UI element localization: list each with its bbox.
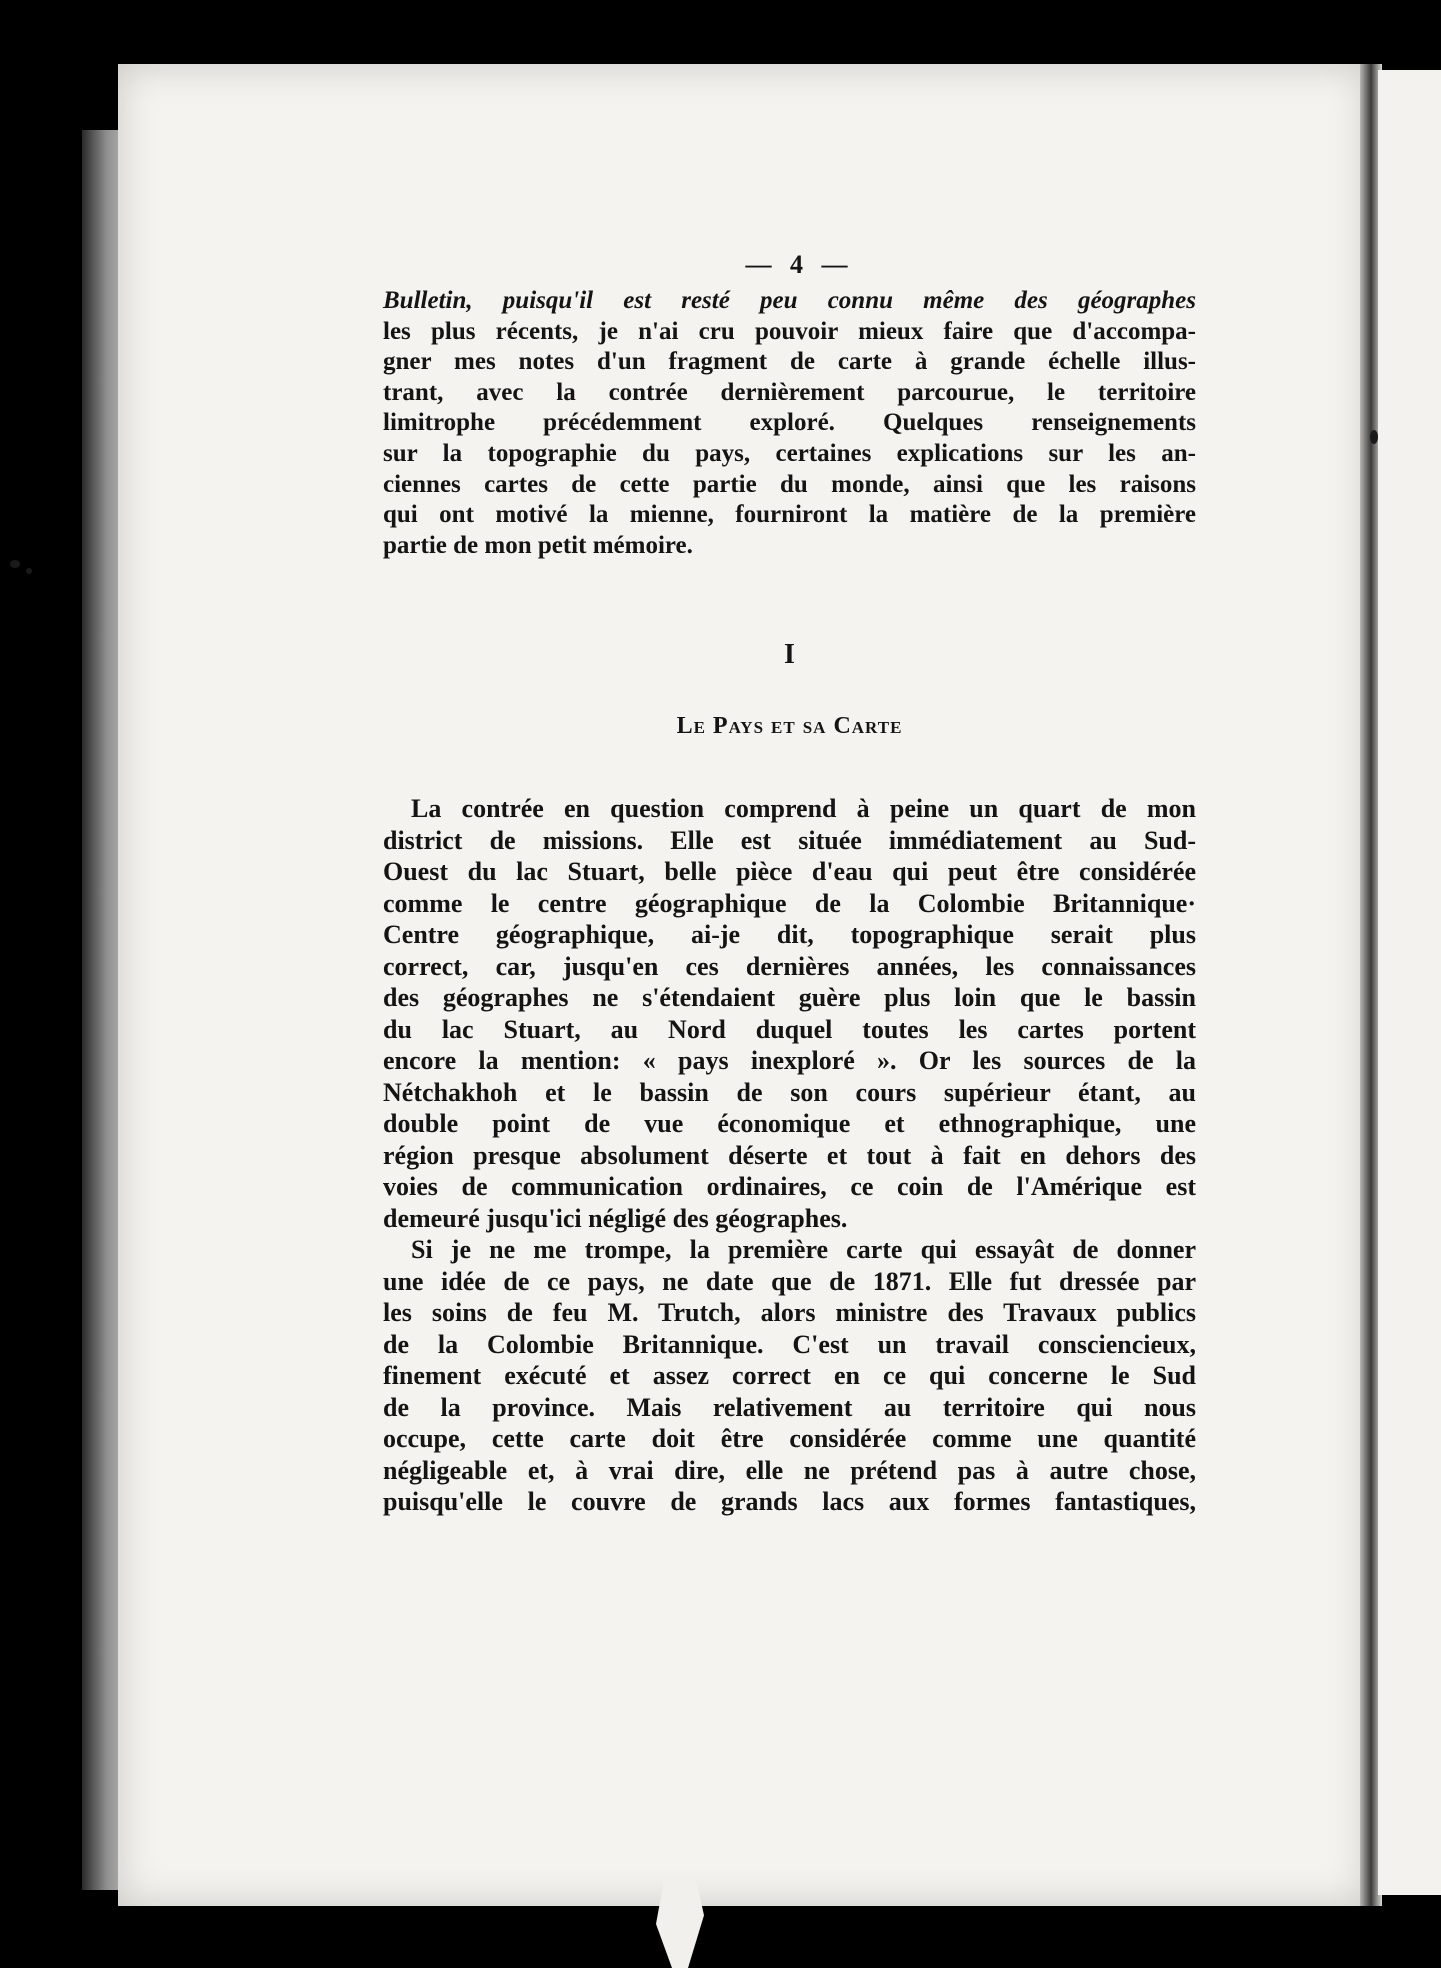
text-line: double point de vue économique et ethnographique, une (383, 1109, 1196, 1139)
text-line: région presque absolument déserte et tout à fait en dehors des (383, 1140, 1196, 1170)
body-paragraph-1 (383, 793, 1196, 1234)
text-line: qui ont motivé la mienne, fourniront la matière de la première (383, 501, 1196, 529)
section-title: Le Pays et sa Carte (676, 713, 903, 740)
ink-smudge (1370, 430, 1378, 444)
text-line: une idée de ce pays, ne date que de 1871. Elle fut dressée par (383, 1266, 1196, 1296)
text-line: les plus récents, je n'ai cru pouvoir mieux faire que d'accompa- (383, 317, 1196, 345)
text-line: du lac Stuart, au Nord duquel toutes les cartes portent (383, 1014, 1196, 1044)
text-line: de la province. Mais relativement au territoire qui nous (383, 1392, 1196, 1422)
text-line: Bulletin, puisqu'il est resté peu connu même des géographes (383, 287, 1196, 314)
text-line: sur la topographie du pays, certaines explications sur les an- (383, 439, 1196, 467)
text-line: de la Colombie Britannique. C'est un travail consciencieux, (383, 1329, 1196, 1359)
text-line: occupe, cette carte doit être considérée comme une quantité (383, 1424, 1196, 1454)
text-line: partie de mon petit mémoire. (383, 531, 693, 559)
body-paragraph-2 (383, 1234, 1196, 1518)
text-line: comme le centre géographique de la Colombie Britannique· (383, 888, 1196, 918)
intro-paragraph (383, 286, 1196, 561)
page-content (383, 250, 1196, 1518)
text-line: gner mes notes d'un fragment de carte à grande échelle illus- (383, 348, 1196, 376)
text-line: des géographes ne s'étendaient guère plus loin que le bassin (383, 983, 1196, 1013)
text-line: demeuré jusqu'ici négligé des géographes. (383, 1203, 848, 1233)
text-line: Nétchakhoh et le bassin de son cours supérieur étant, au (383, 1077, 1196, 1107)
text-line: encore la mention: « pays inexploré ». Or les sources de la (383, 1046, 1196, 1076)
page-number: — 4 — (745, 250, 854, 279)
text-line: Si je ne me trompe, la première carte qui essayât de donner (411, 1235, 1196, 1265)
text-line: limitrophe précédemment exploré. Quelques renseignements (383, 409, 1196, 437)
text-line: ciennes cartes de cette partie du monde, ainsi que les raisons (383, 470, 1196, 498)
ink-smudge (10, 560, 20, 568)
text-line: négligeable et, à vrai dire, elle ne prétend pas à autre chose, (383, 1455, 1196, 1485)
text-line: correct, car, jusqu'en ces dernières années, les connaissances (383, 951, 1196, 981)
facing-page (1378, 70, 1441, 1895)
text-line: Centre géographique, ai-je dit, topographique serait plus (383, 920, 1196, 950)
text-line: les soins de feu M. Trutch, alors ministre des Travaux publics (383, 1298, 1196, 1328)
ink-smudge (26, 568, 32, 574)
text-line: Ouest du lac Stuart, belle pièce d'eau qui peut être considérée (383, 857, 1196, 887)
text-line: puisqu'elle le couvre de grands lacs aux formes fantastiques, (383, 1487, 1196, 1517)
text-line: voies de communication ordinaires, ce coin de l'Amérique est (383, 1172, 1196, 1202)
text-line: La contrée en question comprend à peine un quart de mon (411, 794, 1196, 824)
section-number: I (784, 639, 795, 671)
text-line: trant, avec la contrée dernièrement parcourue, le territoire (383, 378, 1196, 406)
text-line: finement exécuté et assez correct en ce qui concerne le Sud (383, 1361, 1196, 1391)
text-line: district de missions. Elle est située immédiatement au Sud- (383, 825, 1196, 855)
